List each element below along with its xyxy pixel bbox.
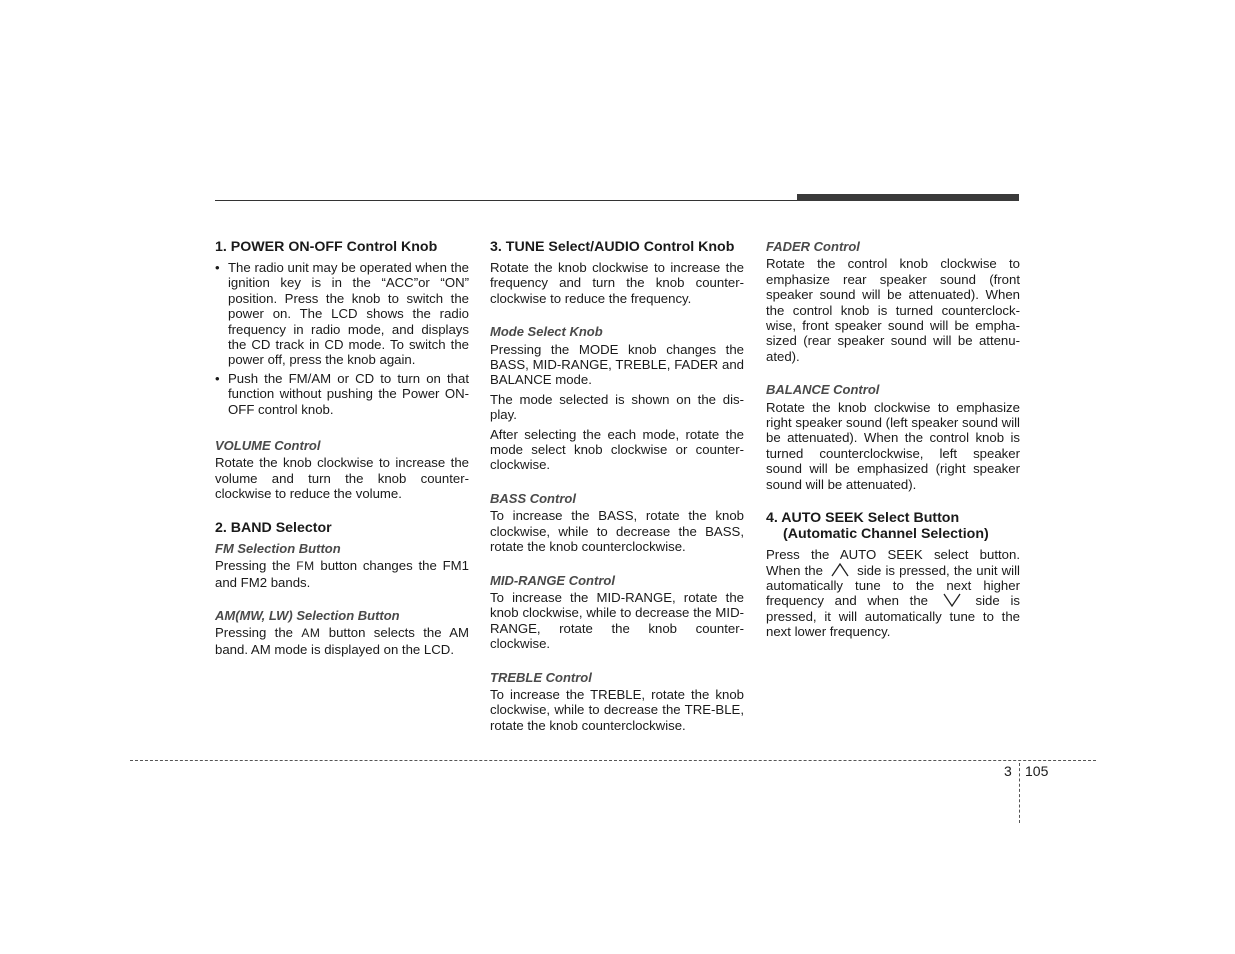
page-number: 105 (1025, 763, 1049, 779)
section-number: 3 (1004, 763, 1012, 779)
fm-button-title: FM Selection Button (215, 540, 341, 556)
footer-divider (1019, 763, 1020, 823)
treble-control-title: TREBLE Control (490, 669, 592, 685)
auto-seek-text-3: side is pressed, it will automatically tune to the next lower frequency. (766, 593, 1020, 640)
seek-down-icon (943, 593, 961, 607)
am-text-post: button selects the AM band. AM mode is displayed on the LCD. (215, 625, 469, 657)
am-button-label: AM (301, 626, 321, 641)
auto-seek-heading-sub: (Automatic Channel Selection) (783, 526, 989, 543)
fm-button-label: FM (296, 559, 315, 574)
mode-select-text-3: After selecting the each mode, rotate the mode select knob clockwise or counter-clockwise. (490, 426, 744, 473)
mid-range-control-text: To increase the MID-RANGE, rotate the knob clockwise, while to decrease the MID-RANGE, rotate the knob counter-clockwise. (490, 589, 744, 652)
heading-text: TUNE Select/AUDIO Control Knob (505, 239, 735, 255)
heading-number: 3. (490, 239, 502, 255)
tune-knob-heading (490, 239, 744, 255)
auto-seek-text-1: Press the AUTO SEEK select button. When the (766, 547, 1020, 578)
fm-text-pre: Pressing the (215, 558, 291, 574)
fader-control-text: Rotate the control knob clockwise to emphasize rear speaker sound (front speaker sound will be attenuated). When the control knob is turned counterclock-wise, front speaker sound will be empha-sized (rear speaker sound will be attenu-ated). (766, 256, 1020, 364)
bullet-item: • The radio unit may be operated when the ignition key is in the “ACC”or “ON” position. Press the knob to switch the power on. The LCD shows the radio frequency in radio mode, and displays the CD track in CD mode. To switch the power off, press the knob again. (215, 260, 469, 368)
mode-select-text-1: Pressing the MODE knob changes the BASS, MID-RANGE, TREBLE, FADER and BALANCE mode. (490, 341, 744, 388)
am-text-pre: Pressing the (215, 625, 294, 641)
auto-seek-heading-main: 4. AUTO SEEK Select Button (766, 510, 960, 527)
mode-select-title: Mode Select Knob (490, 324, 603, 340)
footer-rule (130, 760, 1096, 761)
seek-up-icon (831, 563, 849, 577)
column-1 (215, 239, 469, 657)
mid-range-control-title: MID-RANGE Control (490, 572, 615, 588)
volume-control-text: Rotate the knob clockwise to increase the volume and turn the knob counter-clockwise to reduce the volume. (215, 455, 469, 502)
balance-control-title: BALANCE Control (766, 382, 880, 398)
header-rule (215, 200, 797, 201)
bass-control-text: To increase the BASS, rotate the knob clockwise, while to decrease the BASS, rotate the knob counterclockwise. (490, 508, 744, 555)
tune-knob-text: Rotate the knob clockwise to increase the frequency and turn the knob counter-clockwise to reduce the frequency. (490, 260, 744, 306)
mode-select-text-2: The mode selected is shown on the dis-play. (490, 391, 744, 423)
fader-control-title: FADER Control (766, 239, 860, 254)
auto-seek-heading (766, 510, 1020, 542)
bass-control-title: BASS Control (490, 490, 576, 506)
header-bar (797, 194, 1019, 201)
power-knob-heading: 1. POWER ON-OFF Control Knob (215, 239, 438, 255)
auto-seek-text-2: side is pressed, the unit will automatically tune to the next higher frequency and when the (766, 562, 1020, 609)
fm-text-post: button changes the FM1 and FM2 bands. (215, 558, 469, 590)
am-button-title: AM(MW, LW) Selection Button (215, 607, 400, 623)
power-knob-bullets (215, 260, 469, 417)
treble-control-text: To increase the TREBLE, rotate the knob clockwise, while to decrease the TRE-BLE, rotate the knob counterclockwise. (490, 686, 744, 733)
band-selector-heading: 2. BAND Selector (215, 519, 332, 536)
fm-button-text (215, 558, 469, 590)
column-3 (766, 239, 1020, 640)
balance-control-text: Rotate the knob clockwise to emphasize right speaker sound (left speaker sound will be attenuated). When the control knob is turned counterclockwise, left speaker sound will be emphasized (right speaker sound will be attenuated). (766, 399, 1020, 492)
bullet-item: • Push the FM/AM or CD to turn on that function without pushing the Power ON-OFF control knob. (215, 371, 469, 417)
volume-control-title: VOLUME Control (215, 438, 321, 454)
column-2 (490, 239, 744, 733)
am-button-text (215, 625, 469, 657)
auto-seek-text (766, 547, 1020, 639)
